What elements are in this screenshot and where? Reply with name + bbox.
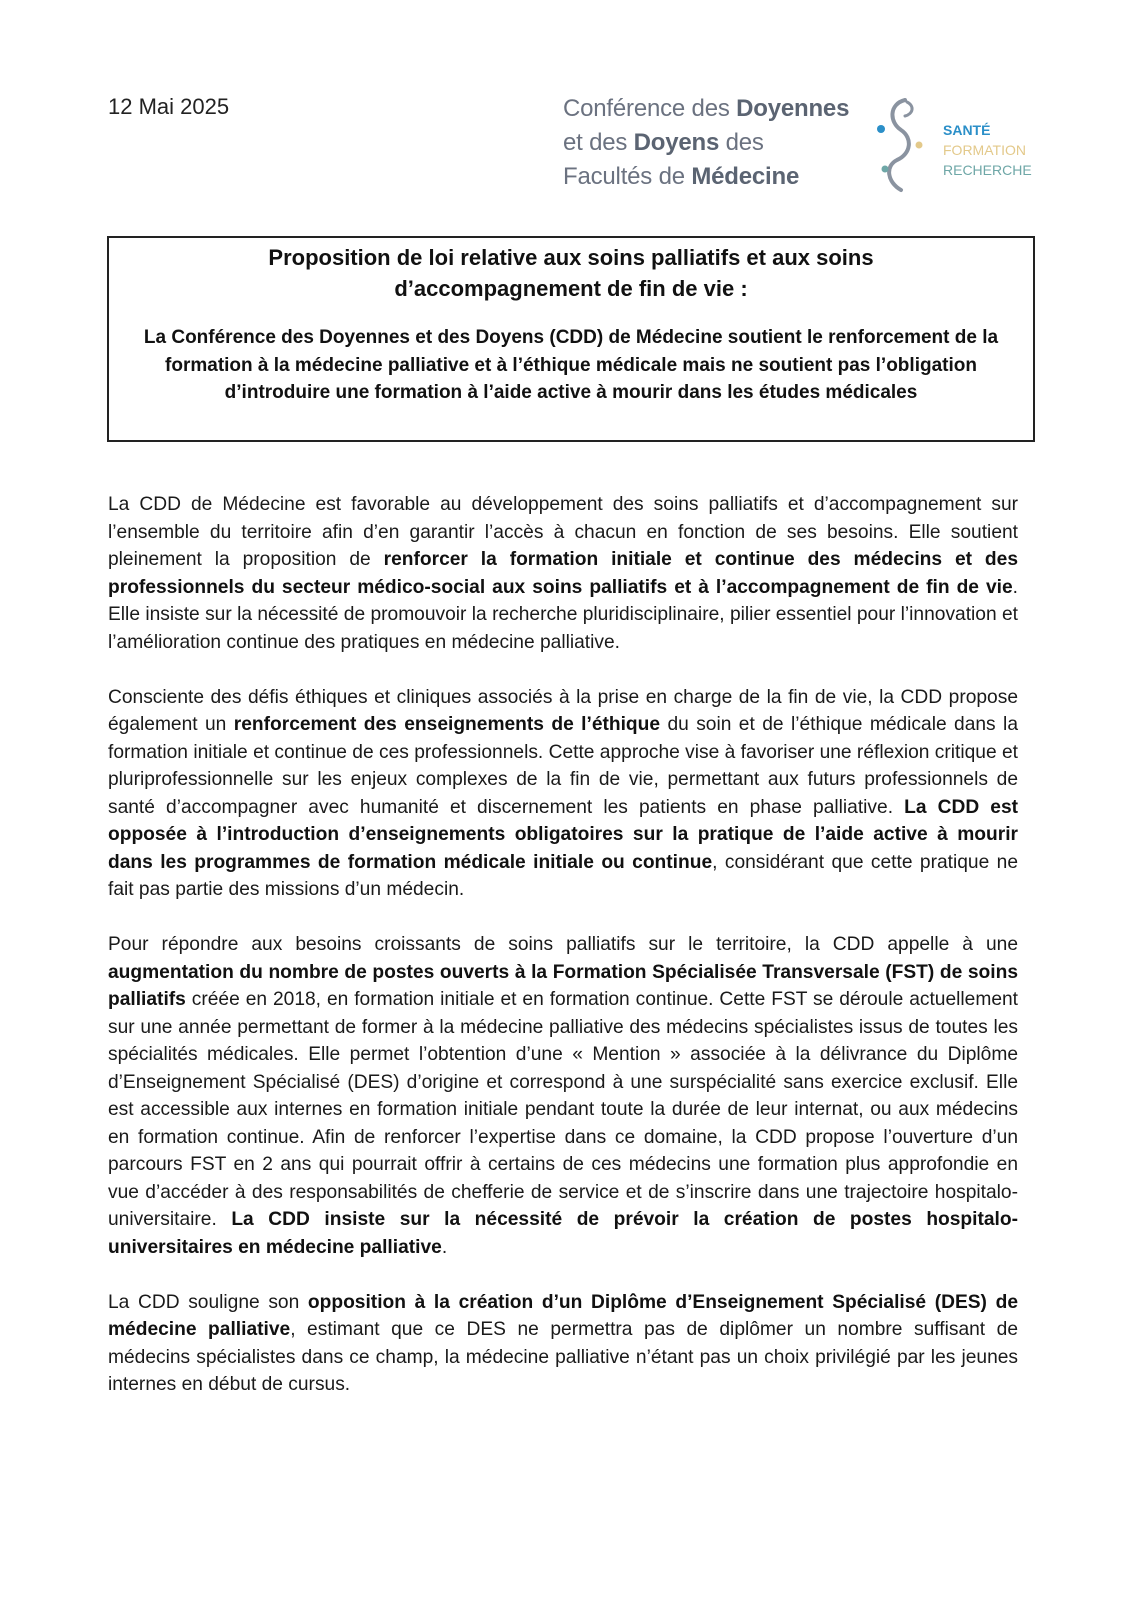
paragraph-4: La CDD souligne son opposition à la création d’un Diplôme d’Enseignement Spécialisé (DES) de médecine palliative, estimant que ce DES ne permettra pas de diplômer un nombre suffisant de médecins spécialistes dans ce champ, la médecine palliative n’étant pas un choix privilégié par les jeunes internes en début de cursus.: [108, 1291, 1019, 1395]
logo-line-2: et des Doyens des: [563, 129, 764, 156]
paragraph-2: Consciente des défis éthiques et cliniques associés à la prise en charge de la fin de vie, la CDD propose également un renforcement des enseignements de l’éthique du soin et de l’éthique médicale dans la formation initiale et continue de ces professionnels. Cette approche vise à favoriser une réflexion critique et pluriprofessionnelle sur les enjeux complexes de la fin de vie, permettant aux futurs professionnels de santé d’accompagner avec humanité et discernement les patients en phase palliative. La CDD est opposée à l’introduction d’enseignements obligatoires sur la pratique de l’aide active à mourir dans les programmes de formation médicale initiale ou continue, considérant que cette pratique ne fait pas partie des missions d’un médecin.: [108, 686, 1018, 900]
caduceus-serpent-icon: [875, 96, 925, 196]
document-date: 12 Mai 2025: [108, 94, 230, 119]
logo-line-1: Conférence des Doyennes: [563, 95, 850, 122]
body-text: [108, 491, 1018, 1426]
paragraph-3: Pour répondre aux besoins croissants de soins palliatifs sur le territoire, la CDD appelle à une augmentation du nombre de postes ouverts à la Formation Spécialisée Transversale (FST) de soins palliatifs créée en 2018, en formation initiale et en formation continue. Cette FST se déroule actuellement sur une année permettant de former à la médecine palliative des médecins spécialistes issus de toutes les spécialités médicales. Elle permet l’obtention d’une « Mention » associée à la délivrance du Diplôme d’Enseignement Spécialisé (DES) d’origine et correspond à une surspécialité sans exercice exclusif. Elle est accessible aux internes en formation initiale pendant toute la durée de leur internat, ou aux médecins en formation continue. Afin de renforcer l’expertise dans ce domaine, la CDD propose l’ouverture d’un parcours FST en 2 ans qui pourrait offrir à certains de ces médecins une formation plus approfondie en vue d’accéder à des responsabilités de chefferie de service et de s’inscrire dans une trajectoire hospitalo-universitaire. La CDD insiste sur la nécessité de prévoir la création de postes hospitalo-universitaires en médecine palliative.: [108, 934, 1018, 1258]
headline-subtitle: La Conférence des Doyennes et des Doyens (CDD) de Médecine soutient le renforcement de la formation à la médecine palliative et à l’éthique médicale mais ne soutient pas l’obligation d’introduire une formation à l’aide active à mourir dans les études médicales: [143, 327, 999, 403]
logo-tagline: SANTÉ FORMATION RECHERCHE: [943, 122, 1032, 178]
logo-line-3: Facultés de Médecine: [563, 163, 800, 190]
cdd-logo: [563, 92, 1053, 202]
headline-box: [107, 236, 1035, 442]
headline-title: Proposition de loi relative aux soins palliatifs et aux soins d’accompagnement de fin de vie :: [268, 245, 874, 301]
paragraph-1: La CDD de Médecine est favorable au développement des soins palliatifs et d’accompagnement sur l’ensemble du territoire afin d’en garantir l’accès à chacun en fonction de ses besoins. Elle soutient pleinement la proposition de renforcer la formation initiale et continue des médecins et des professionnels du secteur médico-social aux soins palliatifs et à l’accompagnement de fin de vie. Elle insiste sur la nécessité de promouvoir la recherche pluridisciplinaire, pilier essentiel pour l’innovation et l’amélioration continue des pratiques en médecine palliative.: [108, 494, 1018, 653]
logo-wordmark: [563, 92, 849, 194]
